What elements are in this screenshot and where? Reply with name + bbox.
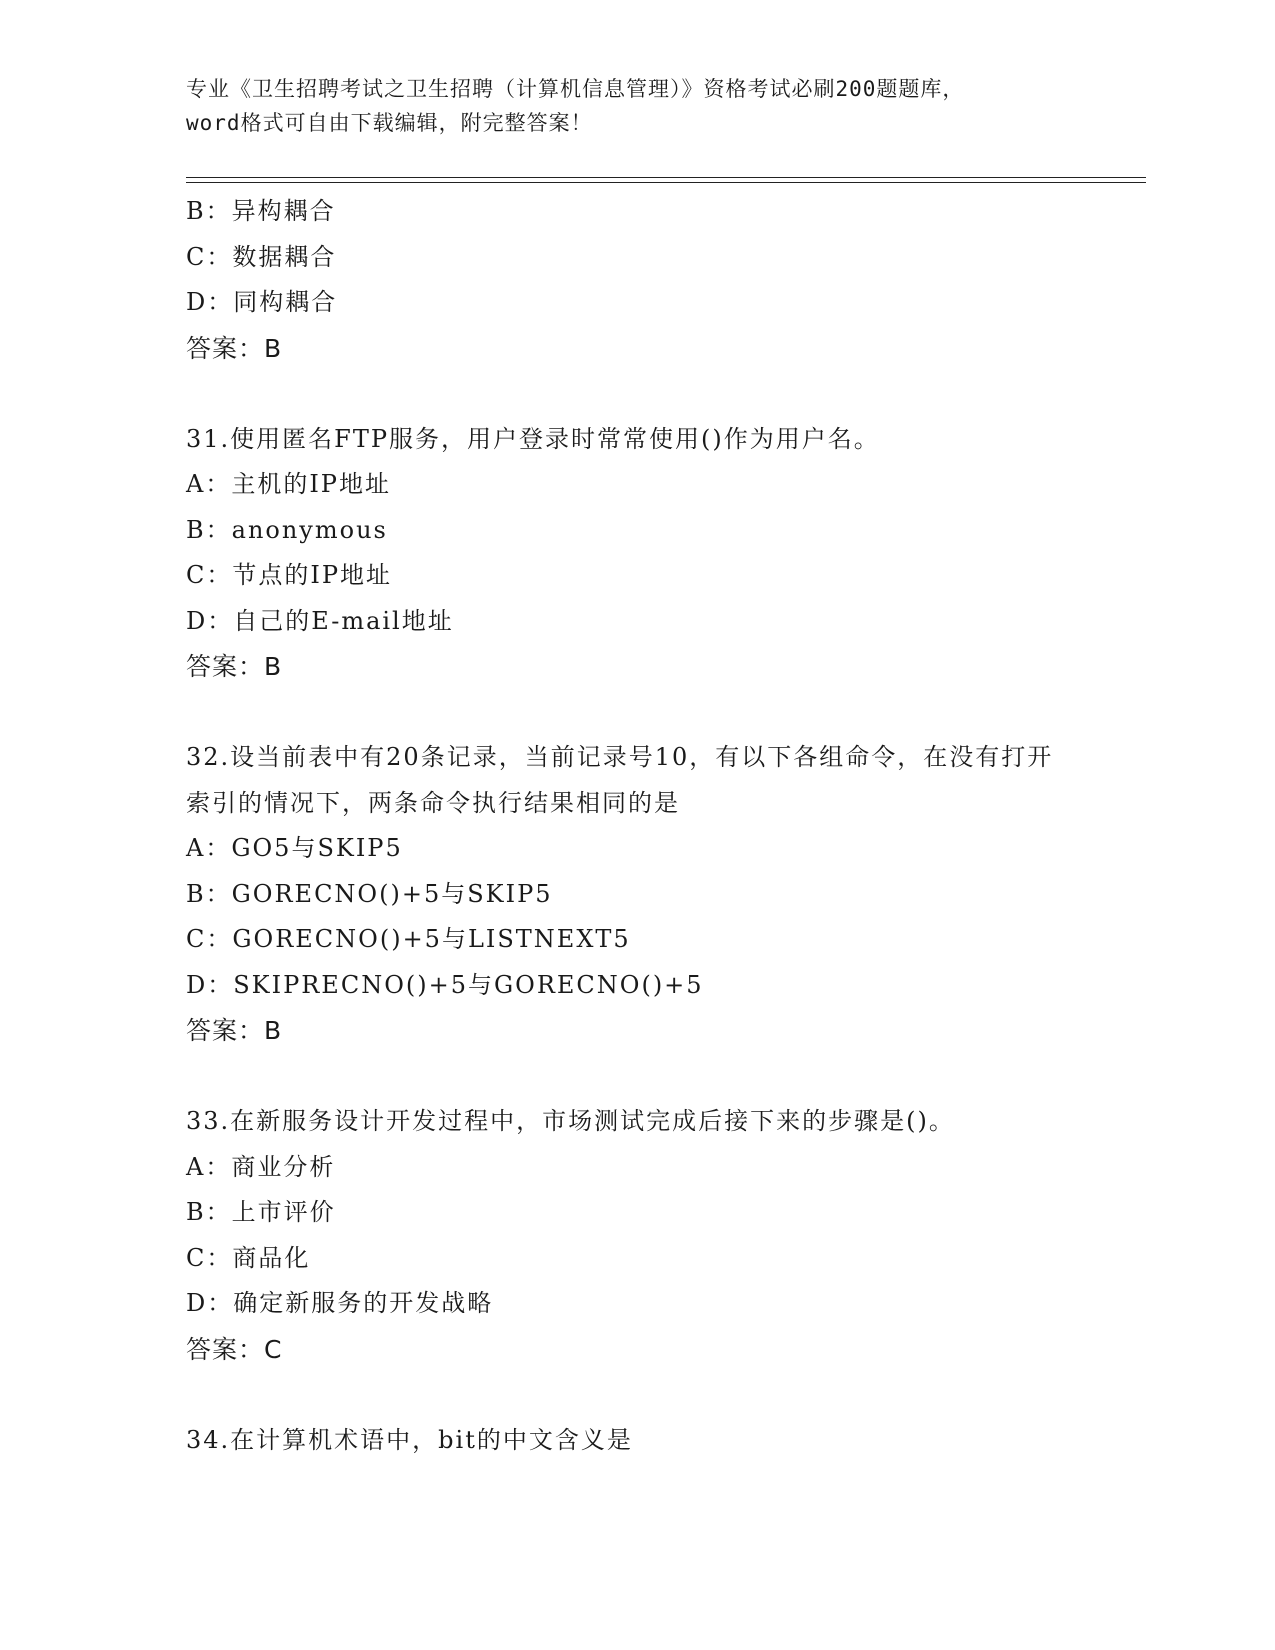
option-c: C：GORECNO()+5与LISTNEXT5 <box>186 925 631 953</box>
option-a: A：GO5与SKIP5 <box>186 834 403 862</box>
spacer <box>186 1054 1086 1100</box>
answer-line: 答案：B <box>186 652 283 681</box>
option-b: B：异构耦合 <box>186 197 336 225</box>
question-33 <box>186 1099 1086 1372</box>
option-b: B：anonymous <box>186 515 388 544</box>
spacer <box>186 690 1086 736</box>
spacer <box>186 371 1086 417</box>
document-header <box>186 72 1086 140</box>
option-b: B：上市评价 <box>186 1198 336 1226</box>
question-31 <box>186 417 1086 690</box>
question-30-tail <box>186 189 1086 371</box>
option-a: A：商业分析 <box>186 1152 336 1181</box>
option-c: C：数据耦合 <box>186 242 337 271</box>
option-d: D：同构耦合 <box>186 288 338 316</box>
option-c: C：商品化 <box>186 1243 311 1272</box>
option-d: D：确定新服务的开发战略 <box>186 1289 494 1317</box>
option-b: B：GORECNO()+5与SKIP5 <box>186 879 553 908</box>
option-c: C：节点的IP地址 <box>186 561 392 589</box>
question-stem: 33.在新服务设计开发过程中，市场测试完成后接下来的步骤是()。 <box>186 1107 955 1135</box>
answer-line: 答案：B <box>186 1016 283 1045</box>
header-divider-bottom <box>186 182 1146 183</box>
header-line-1: 专业《卫生招聘考试之卫生招聘（计算机信息管理）》资格考试必刷200题题库， <box>186 77 965 101</box>
question-34 <box>186 1418 1086 1464</box>
answer-line: 答案：C <box>186 1334 283 1364</box>
header-line-2: word格式可自由下载编辑，附完整答案！ <box>186 111 593 135</box>
question-list <box>186 189 1086 1463</box>
option-a: A：主机的IP地址 <box>186 470 391 498</box>
question-stem: 32.设当前表中有20条记录，当前记录号10，有以下各组命令，在没有打开索引的情况下，两条命令执行结果相同的是 <box>186 743 1054 817</box>
question-stem: 34.在计算机术语中，bit的中文含义是 <box>186 1425 633 1454</box>
header-divider-top <box>186 177 1146 178</box>
answer-line: 答案：B <box>186 333 283 363</box>
question-stem: 31.使用匿名FTP服务，用户登录时常常使用()作为用户名。 <box>186 424 880 453</box>
option-d: D：SKIPRECNO()+5与GORECNO()+5 <box>186 970 704 999</box>
question-32 <box>186 735 1086 1054</box>
option-d: D：自己的E-mail地址 <box>186 606 454 635</box>
spacer <box>186 1372 1086 1418</box>
